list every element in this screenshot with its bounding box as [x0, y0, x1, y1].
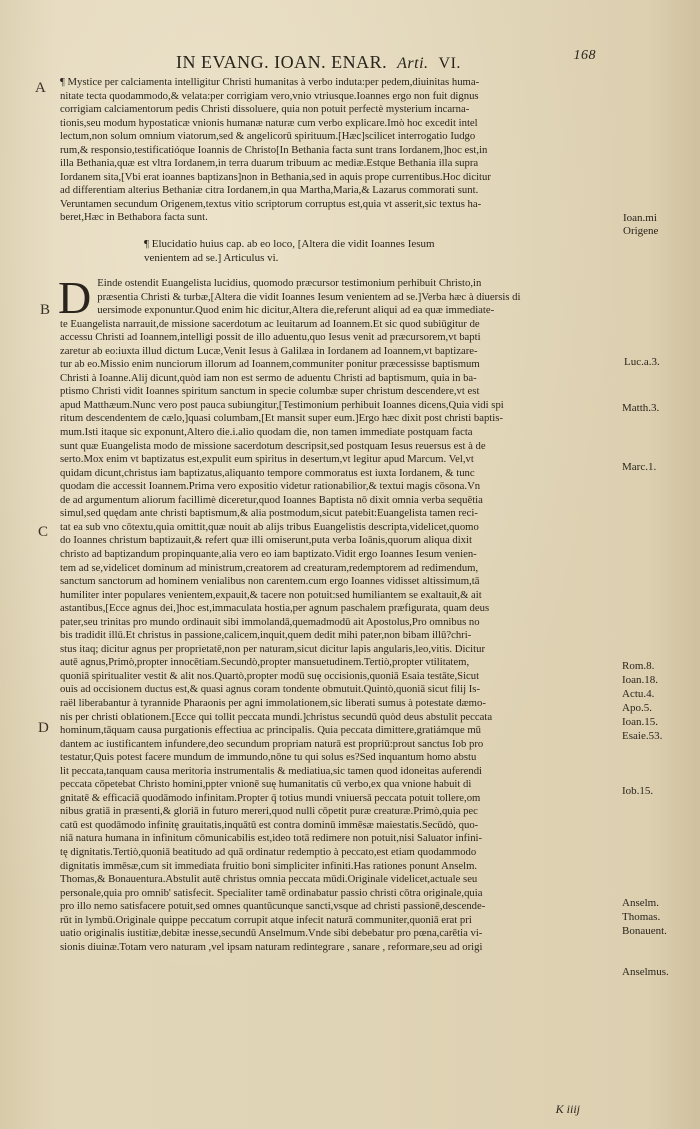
text-line: uersimode exponuntur.Quod enim hic dicitur,Altera die,referunt aliqui ad ea quæ immediate-	[97, 304, 495, 317]
text-line: ritum descendentem de cælo,]quasi columbam,[Et mansit super eum.]Ergo hæc dixit post christi baptis-	[60, 412, 503, 425]
marginal-ioan15: Ioan.15.	[622, 716, 659, 728]
text-line: te Euangelista narrauit,de missione sacerdotum ac leuitarum ad Ioannem.Et sic quod subiūgitur de	[60, 317, 480, 330]
marginal-anselmus: Anselmus.	[622, 966, 669, 978]
marginal-apo: Apo.5.	[622, 702, 652, 714]
drop-capital: D	[58, 272, 92, 324]
text-line: personale,quia pro omnib' satisfecit. Specialiter tamē ordinabatur passio christi cōtra originale,quia	[60, 886, 483, 899]
text-line: Veruntamen secundum Origenem,textus vitio scriptorum corruptus est,quia vt asserit,sic textus ha-	[60, 197, 482, 210]
signature-mark: K iiij	[555, 1102, 580, 1116]
text-line: serto.Mox enim vt baptizatus est,expulit eum spiritus in desertum,vt legitur apud Marcum. Vel,vt	[60, 453, 474, 466]
text-line: autē agnus,Primò,propter innocētiam.Secundò,propter mansuetudinem.Tertiò,propter vtilitatem,	[60, 656, 470, 669]
text-line: peccata cōpetebat Christo homini,ppter vnionē suę humanitatis cū verbo,ex qua vnione habuit di	[60, 778, 472, 791]
text-line: tę dignitatis.Tertiò,quoniā beatitudo ad quā ordinatur redemptio à peccato,est etiam quodammodo	[60, 845, 477, 858]
header-roman: VI.	[438, 55, 461, 72]
text-line: sanctum sanctorum ad hominem venialibus non carentem.cum ergo Ioannes vidisset altissimum,tā	[60, 575, 480, 588]
text-line: rum,& responsio,testificatióque Ioannis de Christo[In Bethania facta sunt trans Iordanem,]hoc est,in	[60, 143, 488, 156]
text-line: quoniā spiritualiter vestit & alit nos.Quartò,propter modū suę occisionis,quoniā Esaia testāte,Sicut	[60, 669, 480, 682]
text-line: quodam die accessit Ioannem.Prima vero expositio videtur rationabilior,& textui magis cōsona.Vn	[60, 480, 481, 493]
text-line: præsentia Christi & turbæ,[Altera die vidit Ioannes Iesum venientem ad se.]Verba hæc à diuersis di	[97, 290, 521, 303]
text-line: do Ioannes christum baptizauit,& refert quæ illi omiserunt,puta verba Ioānis,quorum aliqua dixit	[60, 534, 472, 547]
text-line: dignitatis immēsæ,cum sit immediata fruitio boni simpliciter infiniti.Has rationes ponunt Anselm.	[60, 859, 478, 872]
margin-letter-c: C	[38, 524, 49, 540]
text-line: quidam dicunt,christus iam baptizatus,aliquanto tempore commoratus est iuxta Iordanem, & tunc	[60, 466, 475, 479]
text-line: tat ea sub vno cōtextu,quia omittit,quæ nouit ab alijs tribus Euangelistis descripta,videlicet,quomo	[60, 520, 479, 533]
marginal-esai: Esaie.53.	[622, 730, 663, 742]
text-line: testatur,Quis potest facere mundum de immundo,nōne tu qui solus es?Sed inquantum homo abstu	[60, 751, 477, 764]
text-line: hominum,tāquam causa purgationis effectiua ac principalis. Quia peccata dimittere,gratiámque mū	[60, 724, 482, 737]
text-line: ad differentiam alterius Bethaniæ citra Iordanem,in qua Martha,Maria,& Lazarus commorati sunt.	[60, 184, 479, 197]
marginal-bonauent: Bonauent.	[622, 925, 667, 937]
text-line: beret,Hæc in Bethabora facta sunt.	[60, 211, 208, 224]
text-line: illa Bethania,quæ est vltra Iordanem,in terra duarum tribuum ac mediæ.Estque Bethania illa supra	[60, 157, 479, 170]
text-line: ouis ad occisionem ductus est,& quasi agnus coram tondente obmutuit.Quintò,quoniā sicut filij Is-	[60, 683, 481, 696]
text-line: sunt quæ Euangelista modo de missione sacerdotum descripsit,sed postquam Iesus reuersus est à de	[60, 439, 486, 452]
marginal-ioan18: Ioan.18.	[622, 674, 659, 686]
text-line: astantibus,[Ecce agnus dei,]hoc est,immaculata hostia,per agnum paschalem præfigurata, quam deus	[60, 602, 490, 615]
text-line: tionis,seu modum hypostaticæ vnionis humanæ naturæ cum verbo explicare.Imò hoc excedit intel	[60, 116, 478, 129]
text-line: Iordanem sita,[Vbi erat ioannes baptizans]non in Bethania,sed in aquis prope currentibus.Hoc dicitur	[60, 170, 491, 183]
text-line: zaretur ab eo:iuxta illud dictum Lucæ,Venit Iesus à Galilæa in Iordanem ad Ioannem,vt baptizare-	[60, 344, 478, 357]
margin-letter-b: B	[40, 302, 51, 318]
article-line: venientem ad se.] Articulus vi.	[144, 252, 279, 265]
text-line: ptismo Christi vidit Ioannes spiritum sanctum in specie columbæ super christum descendere,vt est	[60, 385, 480, 398]
marginal-actu: Actu.4.	[622, 688, 655, 700]
text-line: stus itaq; dicitur agnus per proprietatē,non per naturam,sicut dicitur lapis angularis,leo,vitis. Dicitur	[60, 642, 486, 655]
text-line: niā natura humana in infinitum cōmunicabilis est,ideo totā redimere non potuit,nisi Saluator infini-	[60, 832, 483, 845]
marginal-thomas: Thomas.	[622, 911, 661, 923]
text-line: sionis diuinæ.Totam vero naturam ,vel ipsam naturam redintegrare , sanare , reformare,seu ad origi	[60, 940, 483, 953]
text-line: nibus gratiā in præsenti,& gloriā in futuro mereri,quod nulli cōpetit puræ creaturæ.Primò,quia pec	[60, 805, 478, 818]
marginal-luc: Luc.a.3.	[624, 356, 660, 368]
text-line: corrigiam calciamentorum pedis Christi dissoluere, quia non potuit perfectè mysterium incarna-	[60, 103, 470, 116]
text-line: pater,seu trinitas pro mundo ordinauit sibi immolandā,quemadmodū ait Apostolus,Pro omnibus no	[60, 615, 480, 628]
text-line: uatio originalis iustitiæ,debitæ inesse,secundū Anselmum.Vnde sibi debebatur pro pœna,carētia vi-	[60, 927, 483, 940]
text-line: lit peccata,tanquam causa meritoria instrumentalis & mediatiua,sic tamen quod idoneitas auferendi	[60, 764, 483, 777]
text-line: gnitatē & efficaciā quodāmodo infinitam.Propter q̄ totius mundi vniuersā peccata potuit tollere,om	[60, 791, 481, 804]
paragraph-deinde	[58, 272, 618, 954]
text-line: bis tradidit illū.Et christus in passione,calicem,inquit,quem dedit mihi pater,non bibam illū?chri-	[60, 629, 472, 642]
text-line: rūt in lymbū.Originale quippe peccatum corrupit atque infecit naturā communiter,quoniā erat pri	[60, 913, 472, 926]
marginal-anselm: Anselm.	[622, 897, 659, 909]
text-line: Einde ostendit Euangelista lucidius, quomodo præcursor testimonium perhibuit Christo,in	[97, 277, 482, 290]
text-line: apud Matthæum.Nunc vero post pauca subiungitur,[Testimonium perhibuit Ioannes dicens,Quia vidi spi	[60, 398, 504, 411]
page-number: 168	[573, 48, 596, 63]
text-line: dantem ac iustificantem infundere,deo secundum propriam naturā est propriū:prout sanctus Iob pro	[60, 737, 484, 750]
article-heading	[144, 237, 618, 265]
text-line: humiliter inter populares venientem,expauit,& tacere non potuit:sed humiliantem se exaltauit,& ait	[60, 588, 482, 601]
article-line: ¶ Elucidatio huius cap. ab eo loco, [Altera die vidit Ioannes Iesum	[144, 238, 435, 251]
text-line: nitate tecta quodammodo,& velata:per corrigiam vero,vnio vtriusque.Ioannes ergo non fuit dignus	[60, 89, 479, 102]
text-line: nis per christi oblationem.[Ecce qui tollit peccata mundi.]christus secundū quòd deus abstulit peccata	[60, 710, 493, 723]
text-line: accessu Christi ad Ioannem,intelligi possit de illo aduentu,quo Iesus venit ad præcursorem,vt bapti	[60, 331, 481, 344]
marginal-matt: Matth.3.	[622, 402, 660, 414]
text-line: tem ad se,videlicet dominum ad ministrum,creatorem ad creaturam,redemptorem ad redimendum,	[60, 561, 479, 574]
paragraph-mystice	[60, 76, 618, 225]
margin-letter-d: D	[38, 720, 49, 736]
text-line: Thomas,& Bonauentura.Abstulit autē christus omnia peccata mūdi.Originale videlicet,actuale seu	[60, 873, 478, 886]
marginal-rom: Rom.8.	[622, 660, 655, 672]
marginal-origen: Ioan.mi Origene	[623, 212, 659, 237]
header-title: IN EVANG. IOAN. ENAR.	[176, 52, 388, 72]
text-line: Christi à Ioanne.Alij dicunt,quòd iam non est sermo de aduentu Christi ad baptismum, quia in ba-	[60, 371, 477, 384]
text-line: pro illo nemo satisfacere potuit,sed omnes quantūcunque sancti,vsque ad christi passionē,descende-	[60, 900, 486, 913]
text-line: lectum,non solum omnium viatorum,sed & angelicorū spirituum.[Hæc]scilicet interrogatio Iudgo	[60, 130, 476, 143]
text-line: christo ad baptizandum propinquante,alia vero eo iam baptizato.Vidit ergo Ioannes Iesum venien-	[60, 547, 477, 560]
marginal-iob: Iob.15.	[622, 785, 654, 797]
text-line: simul,sed quędam ante christi baptismum,& alia postmodum,sicut patebit:Euangelista tamen reci-	[60, 507, 478, 520]
main-text	[60, 76, 618, 954]
text-line: ¶ Mystice per calciamenta intelligitur Christi humanitas à verbo induta:per pedem,diuinitas huma-	[60, 76, 480, 88]
text-line: mum.Isti itaque sic exponunt,Altero die.i.alio quodam die, non tamen immediate postquam facta	[60, 426, 473, 439]
text-line: catū est quodāmodo infinitę grauitatis,inquātū est contra dominū immēsæ maiestatis.Secūdò, quo-	[60, 818, 479, 831]
text-line: tur ab eo.Missio enim nunciorum illorum ad Ioannem,communiter ponitur præcessisse baptismum	[60, 358, 480, 371]
header-section: Arti.	[397, 55, 429, 72]
marginal-marc: Marc.1.	[622, 461, 657, 473]
text-line: de ad argumentum aliorum facillimè diceretur,quod Ioannes Baptista nō dixit omnia verba sequētia	[60, 493, 483, 506]
running-header	[176, 48, 596, 74]
text-line: raël liberabantur à tyrannide Pharaonis per agni immolationem,sic liberati sumus à potestate dæmo-	[60, 696, 486, 709]
margin-letter-a: A	[35, 80, 46, 96]
